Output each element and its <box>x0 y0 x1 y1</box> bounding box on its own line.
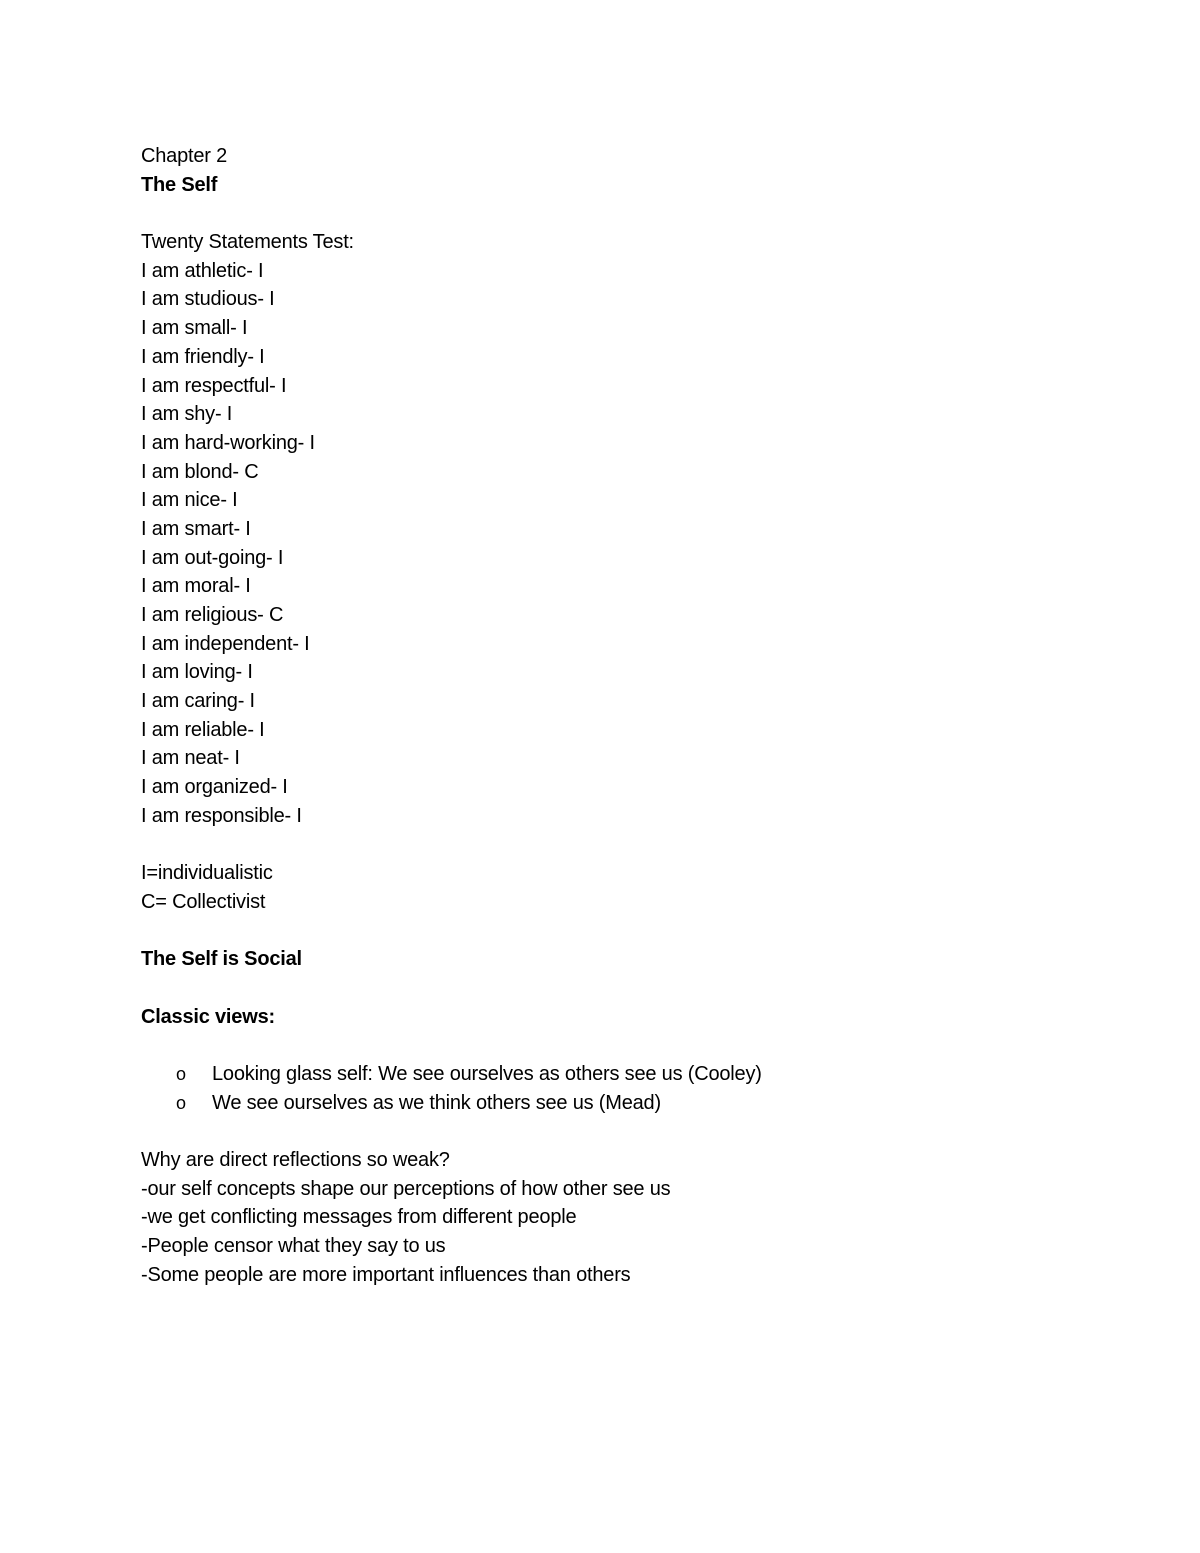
tst-item: I am smart- I <box>141 517 251 540</box>
tst-item: I am friendly- I <box>141 345 265 368</box>
tst-item: I am small- I <box>141 317 248 340</box>
chapter-title: The Self <box>141 173 218 196</box>
tst-item: I am nice- I <box>141 489 238 512</box>
spacer <box>141 1117 1141 1146</box>
reflection-point: -we get conflicting messages from different people <box>141 1206 577 1229</box>
spacer <box>141 1031 1141 1060</box>
tst-item: I am out-going- I <box>141 546 284 569</box>
classic-views-list <box>141 1060 1141 1117</box>
tst-item: I am loving- I <box>141 661 253 684</box>
tst-item: I am athletic- I <box>141 259 264 282</box>
tst-item: I am neat- I <box>141 747 240 770</box>
tst-item: I am blond- C <box>141 460 259 483</box>
tst-item: I am moral- I <box>141 575 251 598</box>
chapter-label: Chapter 2 <box>141 145 228 167</box>
tst-item: I am responsible- I <box>141 804 302 827</box>
section-heading-classic-views: Classic views: <box>141 1005 275 1028</box>
hollow-bullet-icon: o <box>176 1092 186 1113</box>
tst-list <box>141 257 1141 831</box>
tst-item: I am studious- I <box>141 288 275 311</box>
bullet-text: We see ourselves as we think others see us (Mead) <box>212 1091 661 1114</box>
tst-item: I am reliable- I <box>141 718 265 741</box>
tst-item: I am organized- I <box>141 776 288 799</box>
document-page <box>141 142 1141 1290</box>
spacer <box>141 199 1141 228</box>
tst-item: I am shy- I <box>141 403 233 426</box>
tst-item: I am caring- I <box>141 690 255 713</box>
spacer <box>141 831 1141 860</box>
legend-collectivist: C= Collectivist <box>141 890 266 913</box>
bullet-item <box>141 1089 1141 1118</box>
tst-item: I am hard-working- I <box>141 431 315 454</box>
section-heading-self-social: The Self is Social <box>141 948 302 971</box>
tst-heading: Twenty Statements Test: <box>141 231 354 254</box>
bullet-item <box>141 1060 1141 1089</box>
tst-item: I am religious- C <box>141 604 284 626</box>
reflection-point: -People censor what they say to us <box>141 1235 446 1258</box>
bullet-text: Looking glass self: We see ourselves as others see us (Cooley) <box>212 1063 762 1085</box>
reflections-question: Why are direct reflections so weak? <box>141 1149 450 1172</box>
spacer <box>141 917 1141 946</box>
hollow-bullet-icon: o <box>176 1064 186 1084</box>
tst-item: I am respectful- I <box>141 374 287 397</box>
spacer <box>141 974 1141 1003</box>
legend-individualistic: I=individualistic <box>141 862 273 885</box>
tst-item: I am independent- I <box>141 632 310 655</box>
reflection-point: -Some people are more important influences than others <box>141 1263 631 1286</box>
reflection-point: -our self concepts shape our perceptions of how other see us <box>141 1177 671 1200</box>
